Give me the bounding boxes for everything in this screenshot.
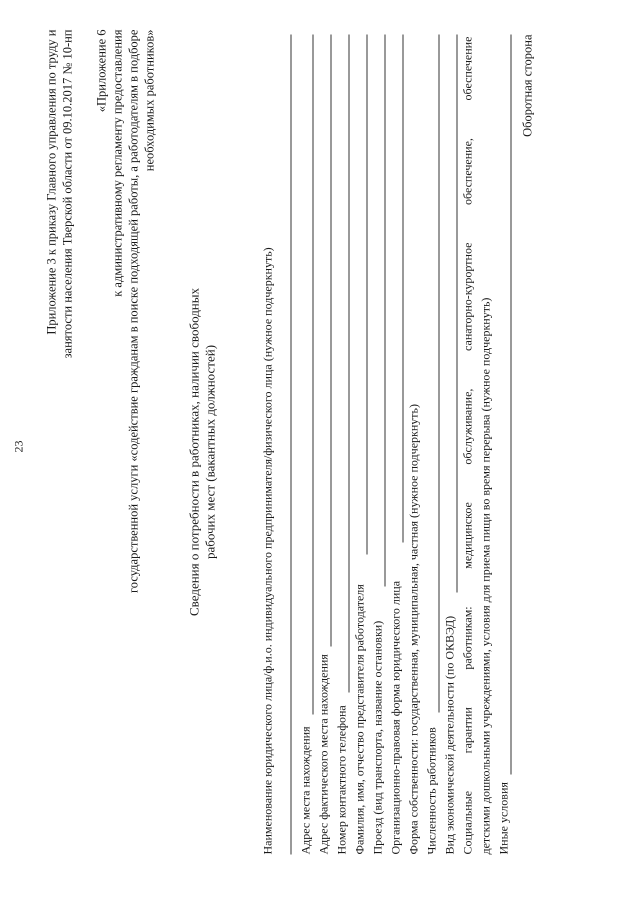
guarantees-word: обслуживание, [460,388,475,465]
appendix-label: «Приложение 6 [94,29,109,113]
guarantees-word: обеспечение [460,36,475,101]
guarantees-word: работникам: [460,606,475,670]
order-header-line1: Приложение 3 к приказу Главного управления по труду и [44,29,59,335]
rotated-form [1,0,640,905]
other-conditions-label: Иные условия [496,782,511,855]
appendix-workers: необходимых работников» [142,29,157,172]
actual-address-label: Адрес фактического места нахождения [316,654,331,855]
transport-line [385,35,386,587]
guarantees-line1 [461,37,476,855]
phone-label: Номер контактного телефона [334,705,349,855]
guarantees-word: обеспечение, [460,138,475,205]
activity-line [457,35,458,593]
transport-label: Проезд (вид транспорта, название остановки) [370,620,385,855]
employer-name-label: Наименование юридического лица/ф.и.о. индивидуального предпринимателя/физического лица (нужное подчеркнуть) [260,247,275,855]
guarantees-word: медицинское [460,502,475,569]
appendix-regulation: к административному регламенту предоставления [110,29,125,297]
guarantees-word: гарантии [460,707,475,754]
employer-name-line [291,35,292,855]
other-conditions-line [511,35,512,775]
actual-address-line [331,35,332,647]
address-line [313,35,314,715]
employees-label: Численность работников [424,727,439,855]
ownership-label: Форма собственности: государственная, муниципальная, частная (нужное подчеркнуть) [406,404,421,855]
representative-label: Фамилия, имя, отчество представителя работодателя [352,584,367,855]
activity-label: Вид экономической деятельности (по ОКВЭД) [442,615,457,855]
reverse-side-label: Оборотная сторона [520,34,535,137]
legal-form-line [403,35,404,543]
guarantees-word: Социальные [460,790,475,855]
phone-line [349,35,350,693]
guarantees-line2: детскими дошкольными учреждениями, условия для приема пищи во время перерыва (нужное подчеркнуть) [478,297,493,855]
guarantees-word: санаторно-курортное [460,242,475,351]
order-header-line2: занятости населения Тверской области от 09.10.2017 № 10-нп [60,29,75,359]
page-number: 23 [11,440,26,453]
address-label: Адрес места нахождения [298,726,313,855]
employees-line [439,35,440,713]
form-title-line2: рабочих мест (вакантных должностей) [202,344,218,560]
appendix-service: государственной услуги «содействие гражданам в поиске подходящей работы, а работодателям в подборе [126,29,141,594]
form-title-line1: Сведения о потребности в работниках, наличии свободных [186,288,202,616]
legal-form-label: Организационно-правовая форма юридического лица [388,580,403,855]
representative-line [367,35,368,555]
